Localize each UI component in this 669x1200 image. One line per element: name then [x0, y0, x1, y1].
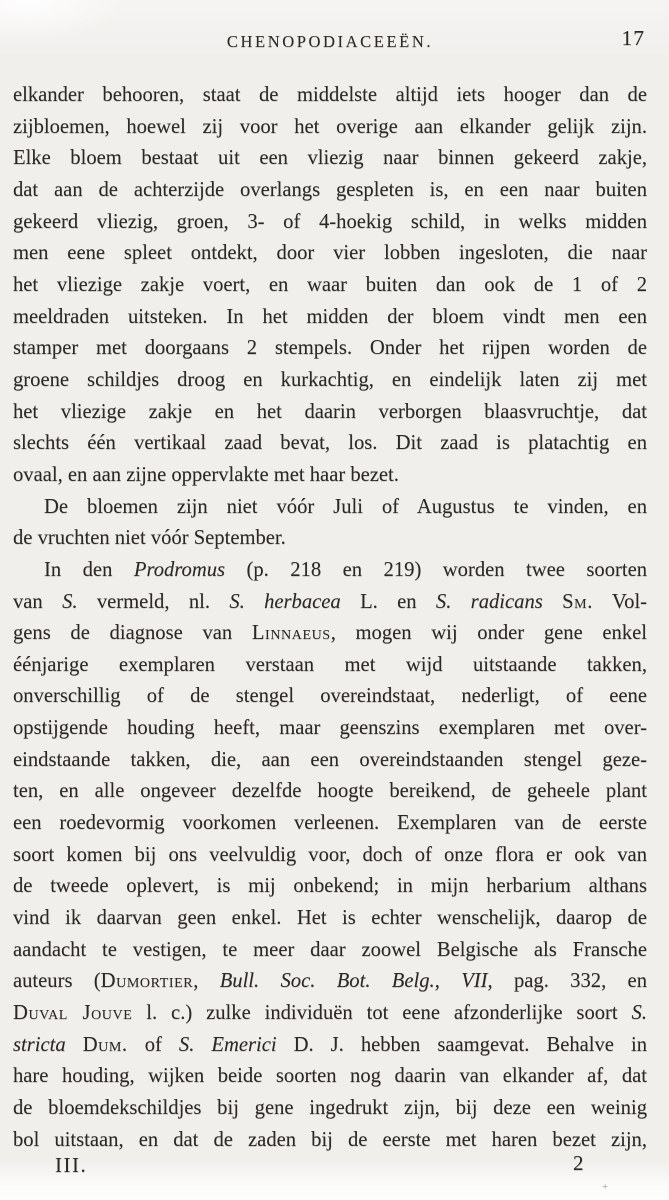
text-line: dat aan de achterzijde overlangs gespleten is, en een naar buiten: [13, 178, 647, 201]
registration-mark: +: [602, 1181, 609, 1193]
text-line: auteurs (Dumortier, Bull. Soc. Bot. Belg., VII, pag. 332, en: [13, 970, 647, 993]
text-line: ten, en alle ongeveer dezelfde hoogte bereikend, de geheele plant: [13, 780, 647, 803]
text-line: onverschillig of de stengel overeindstaat, nederligt, of eene: [13, 685, 647, 708]
text-line: Elke bloem bestaat uit een vliezig naar binnen gekeerd zakje,: [13, 147, 647, 170]
text-line: een roedevormig voorkomen verleenen. Exemplaren van de eerste: [13, 812, 647, 835]
page-header: [13, 26, 647, 57]
page-number: 17: [621, 26, 645, 50]
text-line: vind ik daarvan geen enkel. Het is echter wenschelijk, daarop de: [13, 907, 647, 930]
text-line: meeldraden uitsteken. In het midden der bloem vindt men een: [13, 305, 647, 328]
text-line: gekeerd vliezig, groen, 3- of 4-hoekig schild, in welks midden: [13, 210, 647, 233]
text-line: de bloemdekschildjes bij gene ingedrukt zijn, bij deze een weinig: [13, 1097, 647, 1119]
text-line: éénjarige exemplaren verstaan met wijd uitstaande takken,: [13, 653, 647, 676]
text-line: De bloemen zijn niet vóór Juli of Augustus te vinden, en: [44, 495, 647, 518]
page-footer: [13, 1153, 647, 1183]
text-line: men eene spleet ontdekt, door vier lobben ingesloten, die naar: [13, 242, 647, 265]
text-line: bol uitstaan, en dat de zaden bij de eerste met haren bezet zijn,: [13, 1128, 647, 1151]
text-line: het vliezige zakje en het daarin verborgen blaasvruchtje, dat: [13, 400, 647, 423]
text-line: hare houding, wijken beide soorten nog daarin van elkander af, dat: [13, 1065, 647, 1088]
signature-number: 2: [573, 1151, 584, 1175]
text-block: [13, 80, 647, 1156]
running-title: CHENOPODIACEEËN.: [226, 32, 434, 51]
text-line: eindstaande takken, die, aan een overeindstaanden stengel geze-: [13, 748, 647, 771]
text-line: gens de diagnose van Linnaeus, mogen wij onder gene enkel: [13, 622, 648, 645]
text-line: ovaal, en aan zijne oppervlakte met haar bezet.: [13, 463, 399, 486]
text-line: groene schildjes droog en kurkachtig, en eindelijk laten zij met: [13, 368, 647, 391]
text-line: slechts één vertikaal zaad bevat, los. Dit zaad is platachtig en: [13, 432, 647, 455]
text-line: Duval Jouve l. c.) zulke individuën tot eene afzonderlijke soort S.: [13, 1002, 647, 1025]
text-line: elkander behooren, staat de middelste altijd iets hooger dan de: [13, 84, 647, 106]
text-line: stamper met doorgaans 2 stempels. Onder het rijpen worden de: [13, 337, 647, 360]
text-line: van S. vermeld, nl. S. herbacea L. en S. radicans Sm. Vol-: [13, 590, 648, 613]
text-line: stricta Dum. of S. Emerici D. J. hebben saamgevat. Behalve in: [13, 1033, 647, 1056]
text-line: opstijgende houding heeft, maar geenszins exemplaren met over-: [13, 717, 647, 740]
text-line: de tweede oplevert, is mij onbekend; in mijn herbarium althans: [13, 875, 647, 898]
volume-numeral: III.: [55, 1153, 88, 1177]
text-line: aandacht te vestigen, te meer daar zoowel Belgische als Fransche: [13, 938, 647, 961]
text-line: soort komen bij ons veelvuldig voor, doch of onze flora er ook van: [13, 843, 647, 866]
text-line: de vruchten niet vóór September.: [13, 527, 286, 550]
text-line: zijbloemen, hoewel zij voor het overige aan elkander gelijk zijn.: [13, 115, 647, 138]
text-line: het vliezige zakje voert, en waar buiten dan ook de 1 of 2: [13, 273, 647, 296]
text-line: In den Prodromus (p. 218 en 219) worden twee soorten: [44, 558, 648, 581]
